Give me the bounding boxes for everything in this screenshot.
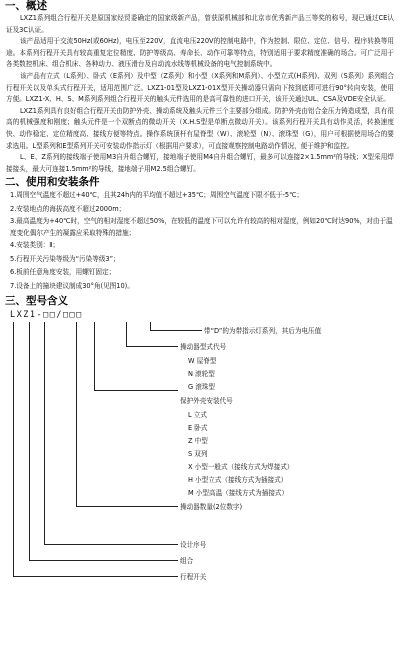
leader-line bbox=[13, 576, 178, 577]
condition-item: 2.安装地点的海拔高度不超过2000m； bbox=[10, 204, 126, 213]
leader-line bbox=[44, 544, 178, 545]
condition-item: 1.周围空气温度不超过+40℃，且其24h内的平均值不超过+35℃；周围空气温度下限不低于-5℃； bbox=[10, 191, 304, 200]
leader-line bbox=[76, 322, 77, 506]
leader-line bbox=[126, 322, 127, 346]
section-overview-title: 一、概述 bbox=[5, 0, 47, 12]
overview-para-1: LXZ1系列组合行程开关是原国家经贸委确定的国家级新产品，曾获原机械部和北京市优秀新产品三等奖的称号，现已通过CE认证及3C认证。 bbox=[6, 14, 394, 34]
condition-item: 7.设备上的撞块建议制成30°角(见图10)。 bbox=[10, 281, 134, 290]
label-housing-h: H 小型立式（接线方式为插接式） bbox=[188, 475, 288, 484]
label-actuator-w: W 屋脊型 bbox=[188, 356, 217, 365]
leader-line bbox=[126, 346, 178, 347]
leader-line bbox=[76, 506, 178, 507]
label-actuator-g: G 滚珠型 bbox=[188, 382, 215, 391]
label-housing-l: L 立式 bbox=[188, 410, 207, 419]
label-travel-switch: 行程开关 bbox=[180, 572, 207, 581]
overview-para-3: 该产品有立式（L系列）、卧式（E系列）及中型（Z系列）和小型（X系列和M系列）、小型立式(H系列)、双列（S系列）系列组合行程开关以及单头式行程开关，适用范围广泛。LXZ1-01型及LXZ1-01X型开关操动器只需向下按到底即可进行90°转向安装，使用方便。LXZ1-X、H、S、M系列系列组合行程开关的触头元件选用的是高可靠性的进口开关，该开关通过UL、CSA及VDE安全认证。 bbox=[6, 71, 394, 104]
leader-line bbox=[150, 322, 151, 330]
label-housing-s: S 双列 bbox=[188, 449, 208, 458]
leader-line bbox=[13, 322, 14, 576]
label-housing-e: E 卧式 bbox=[188, 423, 208, 432]
leader-line bbox=[44, 322, 45, 544]
section-model-title: 三、型号含义 bbox=[5, 294, 68, 307]
label-design-number: 设计序号 bbox=[180, 540, 207, 549]
label-housing-z: Z 中型 bbox=[188, 436, 208, 445]
label-actuator-n: N 滚轮型 bbox=[188, 369, 215, 378]
leader-line bbox=[29, 322, 30, 560]
label-housing-mount: 保护外壳安装代号 bbox=[180, 396, 233, 405]
model-code-diagram bbox=[0, 310, 400, 586]
leader-line bbox=[150, 330, 202, 331]
label-actuator-type: 操动器型式代号 bbox=[180, 342, 227, 351]
label-actuator-count: 操动器数量(2位数字) bbox=[180, 502, 243, 511]
label-housing-m: M 小型高温（接线方式为插接式） bbox=[188, 488, 289, 497]
model-code: LXZ1-□□/□□□ bbox=[10, 309, 83, 320]
overview-para-4: LXZ1系列具有良好组合行程开关由防护外壳、操动系统及触头元件三个主要部分组成。防护外壳由铝合金压力铸造成型，具有很高的机械强度和刚度；触头元件是一个双断点的微动开关（X.H.S型是单断点微动开关）。该系列行程开关具有动作灵活，转换速度快、动作稳定、定位精度高、接线方便等特点。操作系统顶杆有屋脊型（W）、滚轮型（N）、滚珠型（G），用户可根据使用场合的要求选用。L型系列和E型系列开关可安装动作指示灯（根据用户要求），可直接观察控制电路动作情况，便于维护和监控。 bbox=[6, 106, 394, 150]
overview-para-5: L、E、Z系列的接线端子使用M3自升组合螺钉，接地端子使用M4自升组合螺钉，最多可以连接2×1.5mm²的导线；X型采用焊接接头，最大可连接1.5mm²的导线，接地端子用M2.5组合螺钉。 bbox=[6, 153, 394, 173]
overview-para-2: 该产品适用于交流50Hz(或60Hz)，电压至220V，直流电压220V的控制电路中，作为控制、限位、定位、信号、程序转换等用途。本系列行程开关具有较高重复定位精度、防护等级高、寿命长、动作可靠等特点，特别适用于要求精度准确的场合。可广泛用于各类数控机床、组合机床、各种动力、液压滑台及自动流水线等机械设备的电气控制系统中。 bbox=[6, 37, 394, 69]
section-conditions-title: 二、使用和安装条件 bbox=[5, 176, 100, 189]
condition-item: 4.安装类别：Ⅱ； bbox=[10, 241, 60, 250]
label-indicator-lamp: 带“D”的为带指示灯系列，其后为电压值 bbox=[204, 326, 322, 335]
leader-line bbox=[94, 390, 178, 391]
label-housing-x: X 小型一般式（接线方式为焊接式） bbox=[188, 462, 294, 471]
condition-item: 6.板前任意角度安装，用螺钉固定； bbox=[10, 268, 116, 277]
condition-item: 3.最高温度为+40℃时，空气的相对湿度不超过50%，在较低的温度下可以允许有较高的相对湿度，例如20℃时达90%，对由于温度变化偶尔产生的凝露应采取特殊的措施； bbox=[10, 217, 393, 237]
label-combination: 组合 bbox=[180, 556, 194, 565]
leader-line bbox=[29, 560, 178, 561]
condition-item: 5.行程开关污染等级为“污染等级3”； bbox=[10, 254, 120, 263]
leader-line bbox=[94, 322, 95, 390]
